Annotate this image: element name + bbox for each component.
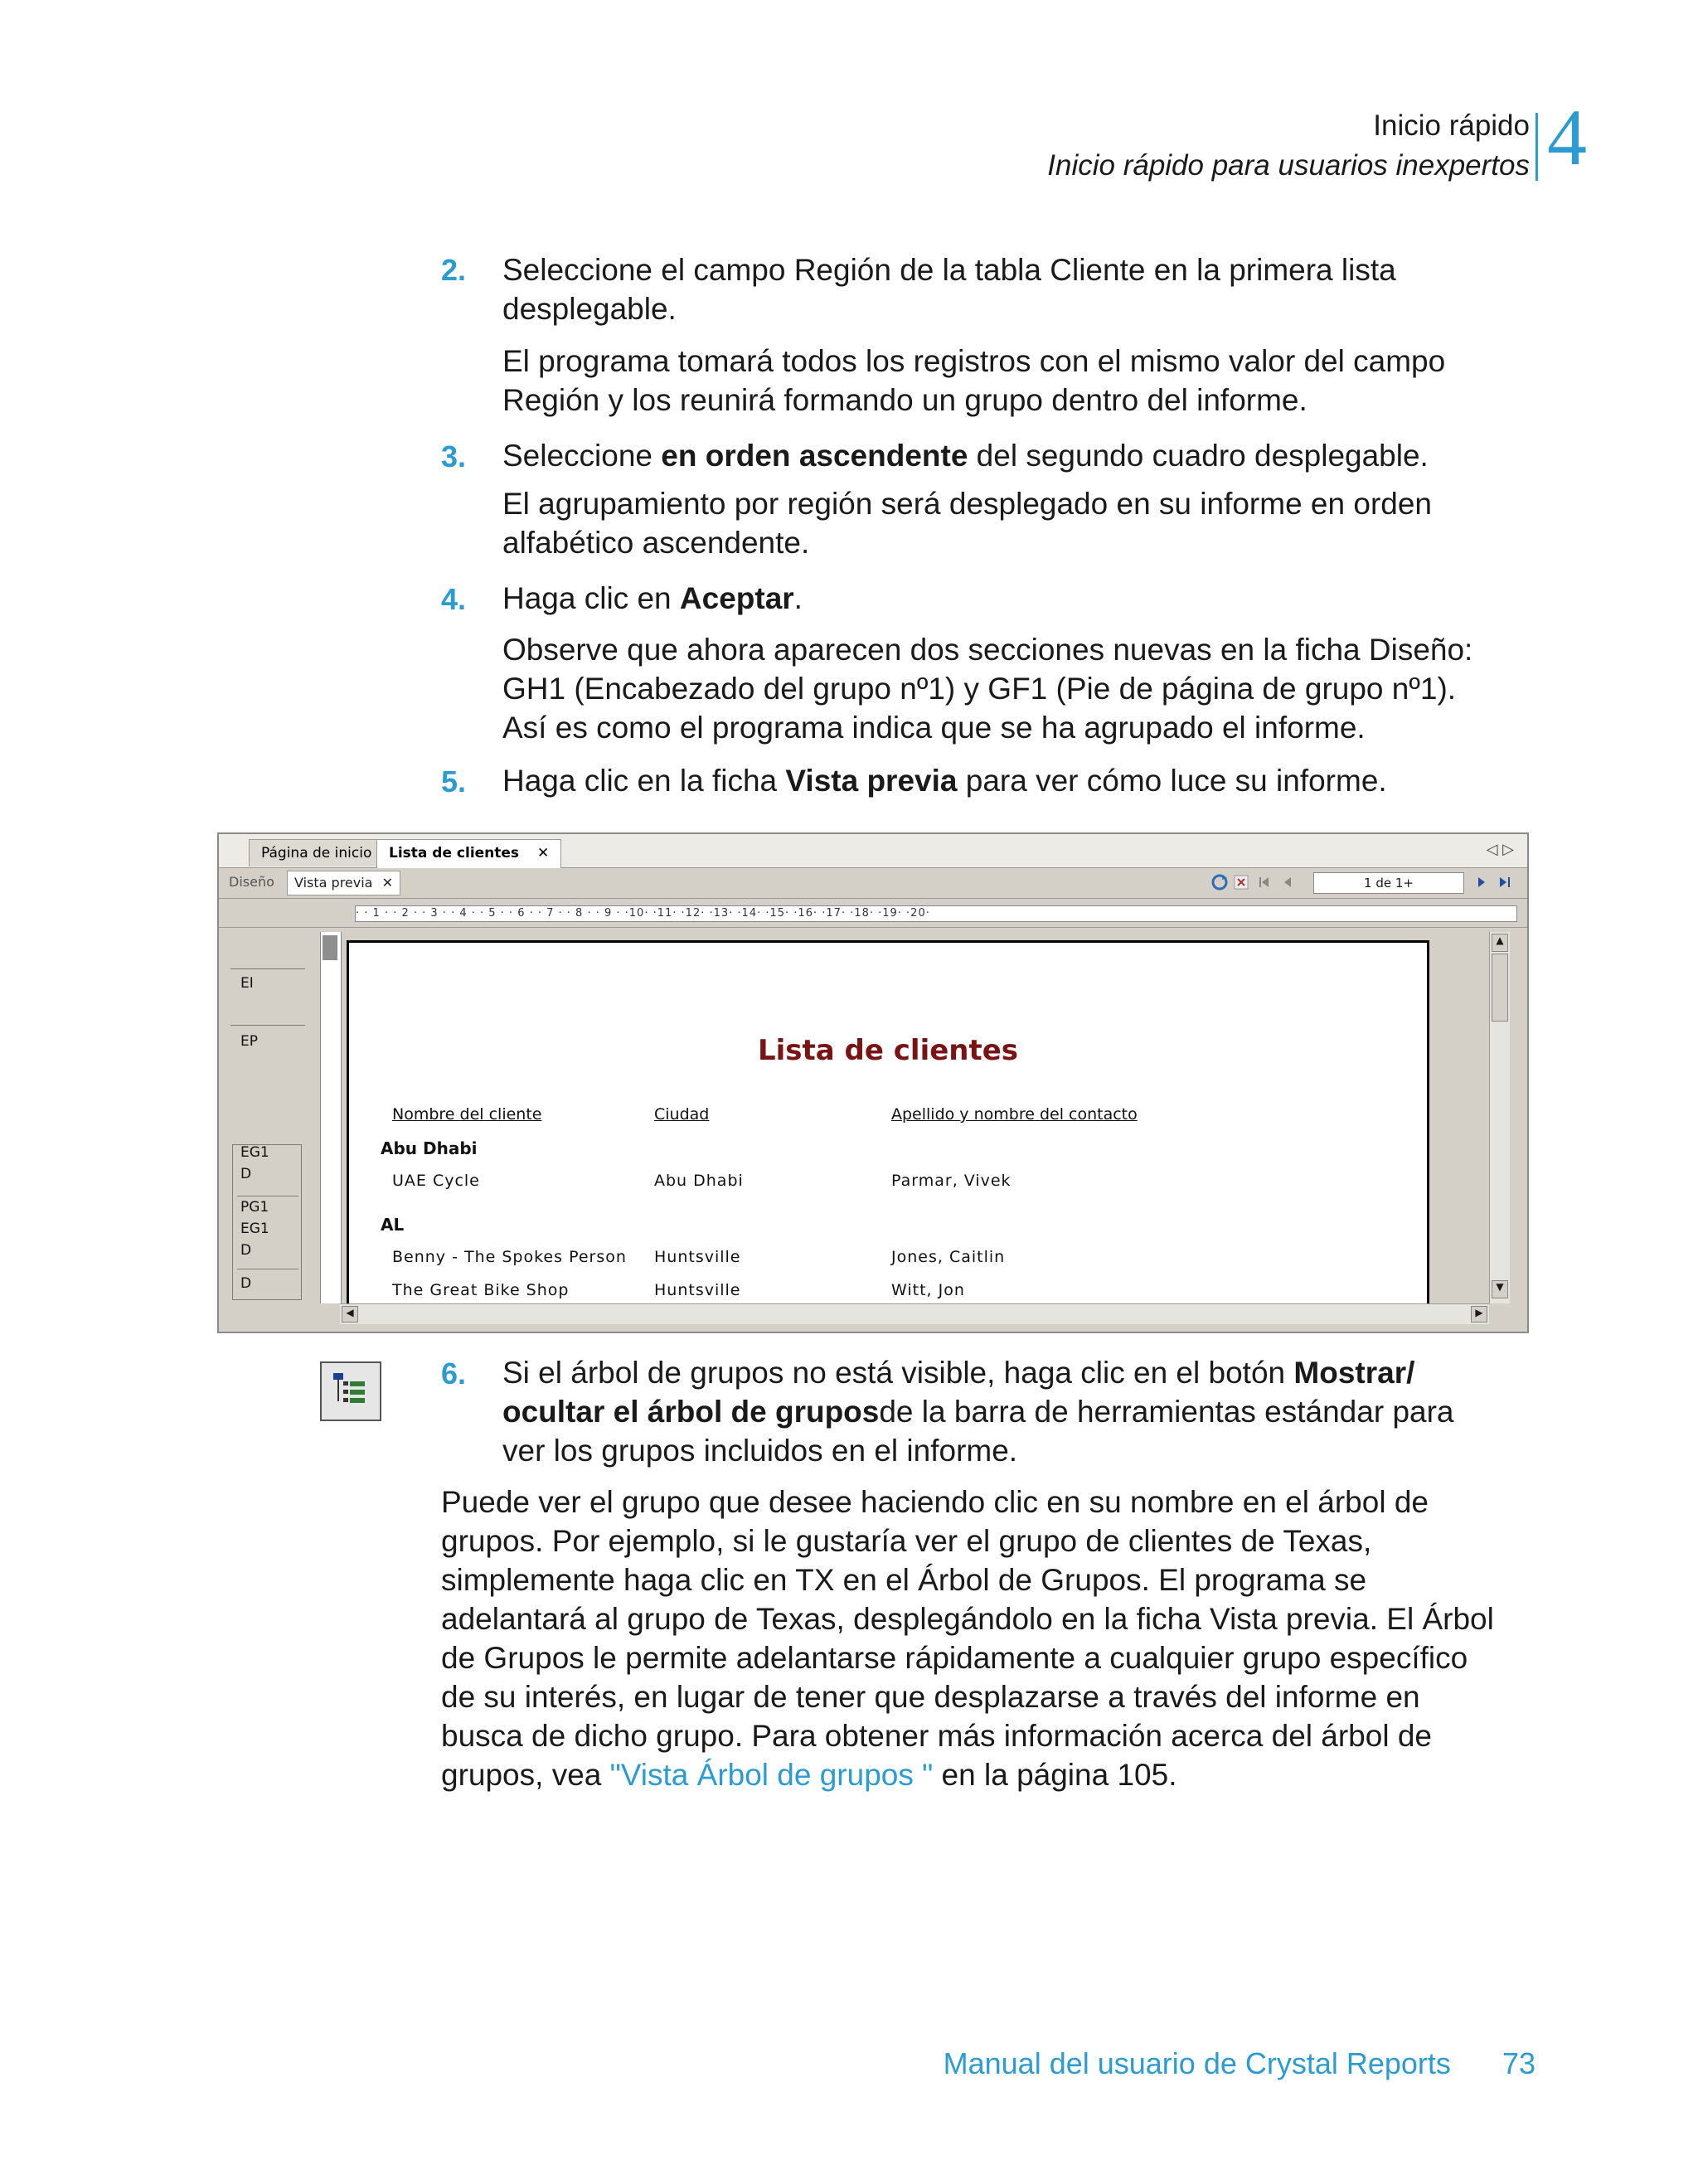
scroll-left-icon[interactable]: ◀ — [342, 1306, 358, 1323]
step-text-post: . — [793, 581, 803, 615]
section-divider — [230, 1025, 305, 1026]
first-page-icon[interactable] — [1255, 873, 1274, 891]
column-header: Nombre del cliente — [392, 1105, 542, 1124]
note-line: Así es como el programa indica que se ha agrupado el informe. — [502, 711, 1366, 745]
vertical-scrollbar[interactable] — [1489, 932, 1510, 1303]
step-line — [502, 1392, 1454, 1431]
document-tab-bar — [219, 834, 1527, 868]
paragraph-line — [441, 1755, 1494, 1794]
stop-icon[interactable] — [1232, 873, 1250, 891]
step-note — [502, 484, 1432, 562]
report-preview-screenshot — [217, 832, 1529, 1333]
step-number: 3. — [441, 439, 467, 473]
tab-start-page[interactable]: Página de inicio — [249, 839, 384, 866]
next-page-icon[interactable] — [1472, 873, 1491, 891]
horizontal-scrollbar[interactable] — [340, 1303, 1489, 1324]
table-cell: Benny - The Spokes Person — [392, 1248, 627, 1266]
section-label: PG1 — [240, 1199, 269, 1216]
header-divider — [1535, 113, 1538, 181]
step-text — [502, 250, 1396, 328]
tab-label: Vista previa — [294, 875, 373, 891]
section-label: EG1 — [240, 1221, 269, 1237]
note-line: Observe que ahora aparecen dos secciones nuevas en la ficha Diseño: — [502, 633, 1473, 667]
group-header: Abu Dhabi — [381, 1138, 478, 1158]
paragraph-line: de Grupos le permite adelantarse rápidamente a cualquier grupo específico — [441, 1641, 1468, 1675]
note-line: El agrupamiento por región será desplegado en su informe en orden — [502, 487, 1433, 521]
scroll-down-icon[interactable]: ▼ — [1492, 1280, 1508, 1298]
note-line: El programa tomará todos los registros con el mismo valor del campo — [502, 344, 1446, 378]
step-line: desplegable. — [502, 292, 677, 326]
step-line: Seleccione el campo Región de la tabla Cliente en la primera lista — [502, 253, 1396, 287]
step-text — [502, 761, 1387, 800]
step-number: 2. — [441, 253, 467, 287]
table-cell: Abu Dhabi — [654, 1172, 744, 1190]
page-number: 73 — [1502, 2046, 1535, 2080]
vertical-ruler — [320, 932, 342, 1303]
paragraph-line: de su interés, en lugar de tener que desplazarse a través del informe en — [441, 1680, 1420, 1714]
note-line: Región y los reunirá formando un grupo dentro del informe. — [502, 383, 1307, 417]
section-label: EG1 — [240, 1144, 269, 1161]
step-note — [502, 342, 1445, 420]
step-text-pre: Haga clic en la ficha — [502, 764, 786, 798]
step-text-pre: Seleccione — [502, 439, 662, 473]
view-toolbar — [219, 868, 1527, 899]
cross-reference-link[interactable]: "Vista Árbol de grupos " — [609, 1758, 934, 1792]
group-header: AL — [381, 1215, 405, 1235]
paragraph-line: grupos. Por ejemplo, si le gustaría ver el grupo de clientes de Texas, — [441, 1524, 1372, 1558]
paragraph-text: grupos, vea — [441, 1758, 610, 1792]
section-panel — [227, 932, 321, 1303]
step-text-pre: Si el árbol de grupos no está visible, haga clic en el botón — [502, 1356, 1294, 1390]
closing-paragraph — [441, 1483, 1494, 1794]
section-label: D — [240, 1166, 252, 1182]
paragraph-line: simplemente haga clic en TX en el Árbol de Grupos. El programa se — [441, 1563, 1367, 1597]
section-label: EI — [240, 975, 254, 992]
step-text-bold: en orden ascendente — [661, 439, 968, 473]
ruler-scale: · · 1 · · 2 · · 3 · · 4 · · 5 · · 6 · · 7 · · 8 · · 9 · ·10· ·11· ·12· ·13· ·14· ·15· ·16· ·17· ·18· ·19· ·20· — [355, 905, 1517, 922]
table-cell: Huntsville — [654, 1248, 741, 1266]
tab-label: Lista de clientes — [389, 845, 520, 861]
note-line: alfabético ascendente. — [502, 526, 810, 560]
page-number-field[interactable]: 1 de 1+ — [1313, 872, 1464, 894]
step-text-bold: Vista previa — [785, 764, 958, 798]
tab-design[interactable]: Diseño — [229, 874, 274, 890]
table-cell: Jones, Caitlin — [891, 1248, 1006, 1266]
page-footer — [944, 2046, 1535, 2081]
step-line — [502, 1353, 1454, 1392]
tab-scroll-arrows-icon[interactable]: ◁ ▷ — [1486, 841, 1514, 858]
table-cell: Witt, Jon — [891, 1281, 965, 1299]
book-title: Manual del usuario de Crystal Reports — [943, 2046, 1451, 2080]
step-number: 6. — [441, 1357, 467, 1390]
close-icon[interactable]: ✕ — [536, 845, 550, 861]
step-text-bold: ocultar el árbol de grupos — [502, 1395, 880, 1429]
tab-customer-list[interactable] — [376, 839, 561, 868]
column-header: Ciudad — [654, 1105, 710, 1124]
step-line: ver los grupos incluidos en el informe. — [502, 1434, 1018, 1468]
step-text-post: del segundo cuadro desplegable. — [968, 439, 1429, 473]
table-cell: Huntsville — [654, 1281, 741, 1299]
paragraph-line: Puede ver el grupo que desee haciendo clic en su nombre en el árbol de — [441, 1485, 1429, 1519]
step-text-post: de la barra de herramientas estándar para — [879, 1395, 1454, 1429]
step-text-bold: Aceptar — [679, 581, 794, 615]
chapter-title: Inicio rápido — [1373, 109, 1530, 142]
scroll-up-icon[interactable]: ▲ — [1492, 934, 1508, 952]
report-title: Lista de clientes — [757, 1034, 1019, 1067]
section-label: D — [240, 1275, 252, 1292]
step-number: 5. — [441, 764, 467, 798]
step-text-pre: Haga clic en — [502, 581, 680, 615]
step-text-bold: Mostrar/ — [1293, 1356, 1415, 1390]
paragraph-text: en la página 105. — [933, 1758, 1177, 1792]
table-cell: UAE Cycle — [392, 1172, 480, 1190]
paragraph-line: adelantará al grupo de Texas, desplegándolo en la ficha Vista previa. El Árbol — [441, 1602, 1494, 1636]
paragraph-line: busca de dicho grupo. Para obtener más información acerca del árbol de — [441, 1719, 1432, 1753]
last-page-icon[interactable] — [1496, 873, 1514, 891]
column-header: Apellido y nombre del contacto — [891, 1105, 1138, 1124]
ruler-marker — [323, 935, 337, 960]
group-tree-toggle-icon — [320, 1361, 381, 1421]
step-text — [502, 579, 803, 618]
section-divider — [230, 968, 305, 969]
step-number: 4. — [441, 582, 467, 616]
horizontal-ruler — [219, 899, 1527, 928]
report-page — [347, 940, 1429, 1308]
table-cell: Parmar, Vivek — [891, 1172, 1012, 1190]
tab-preview[interactable] — [287, 871, 400, 895]
scroll-right-icon[interactable]: ▶ — [1471, 1306, 1487, 1323]
scroll-thumb[interactable] — [1492, 954, 1508, 1022]
step-text-post: para ver cómo luce su informe. — [957, 764, 1387, 798]
step-note — [502, 630, 1472, 747]
section-label: EP — [240, 1033, 258, 1050]
note-line: GH1 (Encabezado del grupo nº1) y GF1 (Pie de página de grupo nº1). — [502, 672, 1457, 706]
section-title: Inicio rápido para usuarios inexpertos — [1047, 149, 1530, 182]
table-cell: The Great Bike Shop — [392, 1281, 570, 1299]
section-label: D — [240, 1242, 252, 1259]
step-text — [502, 436, 1429, 475]
chapter-number: 4 — [1547, 93, 1587, 182]
close-icon[interactable]: ✕ — [381, 875, 393, 891]
refresh-icon[interactable] — [1210, 873, 1229, 891]
step-text — [502, 1353, 1454, 1470]
previous-page-icon[interactable] — [1278, 873, 1297, 891]
